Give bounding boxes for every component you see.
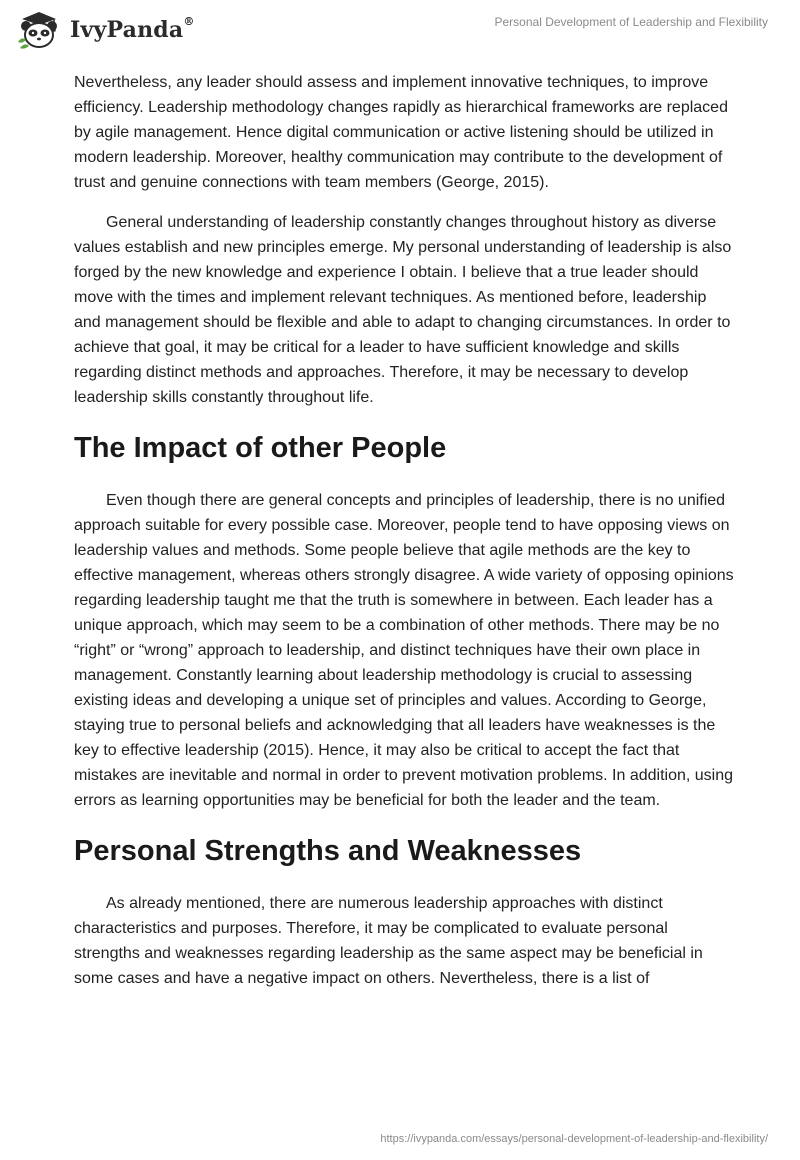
brand-name: IvyPanda® <box>70 15 195 43</box>
section-heading-impact-of-other-people: The Impact of other People <box>74 432 447 464</box>
essay-content <box>74 70 734 1006</box>
section-heading-strengths-weaknesses: Personal Strengths and Weaknesses <box>74 835 582 867</box>
paragraph: General understanding of leadership constantly changes throughout history as diverse values establish and new principles emerge. My personal understanding of leadership is also forged by the new knowledge and experience I obtain. I believe that a true leader should move with the times and implement relevant techniques. As mentioned before, leadership and management should be flexible and able to adapt to changing circumstances. In order to achieve that goal, it may be critical for a leader to have sufficient knowledge and skills regarding distinct methods and approaches. Therefore, it may be necessary to develop leadership skills constantly throughout life. <box>74 214 732 406</box>
paragraph: As already mentioned, there are numerous leadership approaches with distinct characteristics and purposes. Therefore, it may be complicated to evaluate personal strengths and weaknesses regarding leadership as the same aspect may be beneficial in some cases and have a negative impact on others. Nevertheless, there is a list of <box>74 895 703 987</box>
panda-logo-icon <box>14 10 64 50</box>
paragraph: Even though there are general concepts and principles of leadership, there is no unified approach suitable for every possible case. Moreover, people tend to have opposing views on leadership values and methods. Some people believe that agile methods are the key to effective management, whereas others strongly disagree. A wide variety of opposing opinions regarding leadership taught me that the truth is somewhere in between. Each leader has a unique approach, which may seem to be a combination of other methods. There may be no “right” or “wrong” approach to leadership, and distinct techniques have their own place in management. Constantly learning about leadership methodology is crucial to assessing existing ideas and developing a unique set of principles and values. According to George, staying true to personal beliefs and acknowledging that all leaders have weaknesses is the key to effective leadership (2015). Hence, it may also be critical to accept the fact that mistakes are inevitable and normal in order to prevent motivation problems. In addition, using errors as learning opportunities may be beneficial for both the leader and the team. <box>74 492 734 809</box>
paragraph: Nevertheless, any leader should assess and implement innovative techniques, to improve efficiency. Leadership methodology changes rapidly as hierarchical frameworks are replaced by agile management. Hence digital communication or active listening should be utilized in modern leadership. Moreover, healthy communication may contribute to the development of trust and genuine connections with team members (George, 2015). <box>74 74 728 191</box>
page-header <box>0 0 800 60</box>
brand-logo[interactable] <box>14 10 195 50</box>
document-title: Personal Development of Leadership and Flexibility <box>494 15 768 29</box>
source-url-link[interactable]: https://ivypanda.com/essays/personal-development-of-leadership-and-flexibility/ <box>380 1133 768 1145</box>
registered-mark: ® <box>183 15 195 28</box>
